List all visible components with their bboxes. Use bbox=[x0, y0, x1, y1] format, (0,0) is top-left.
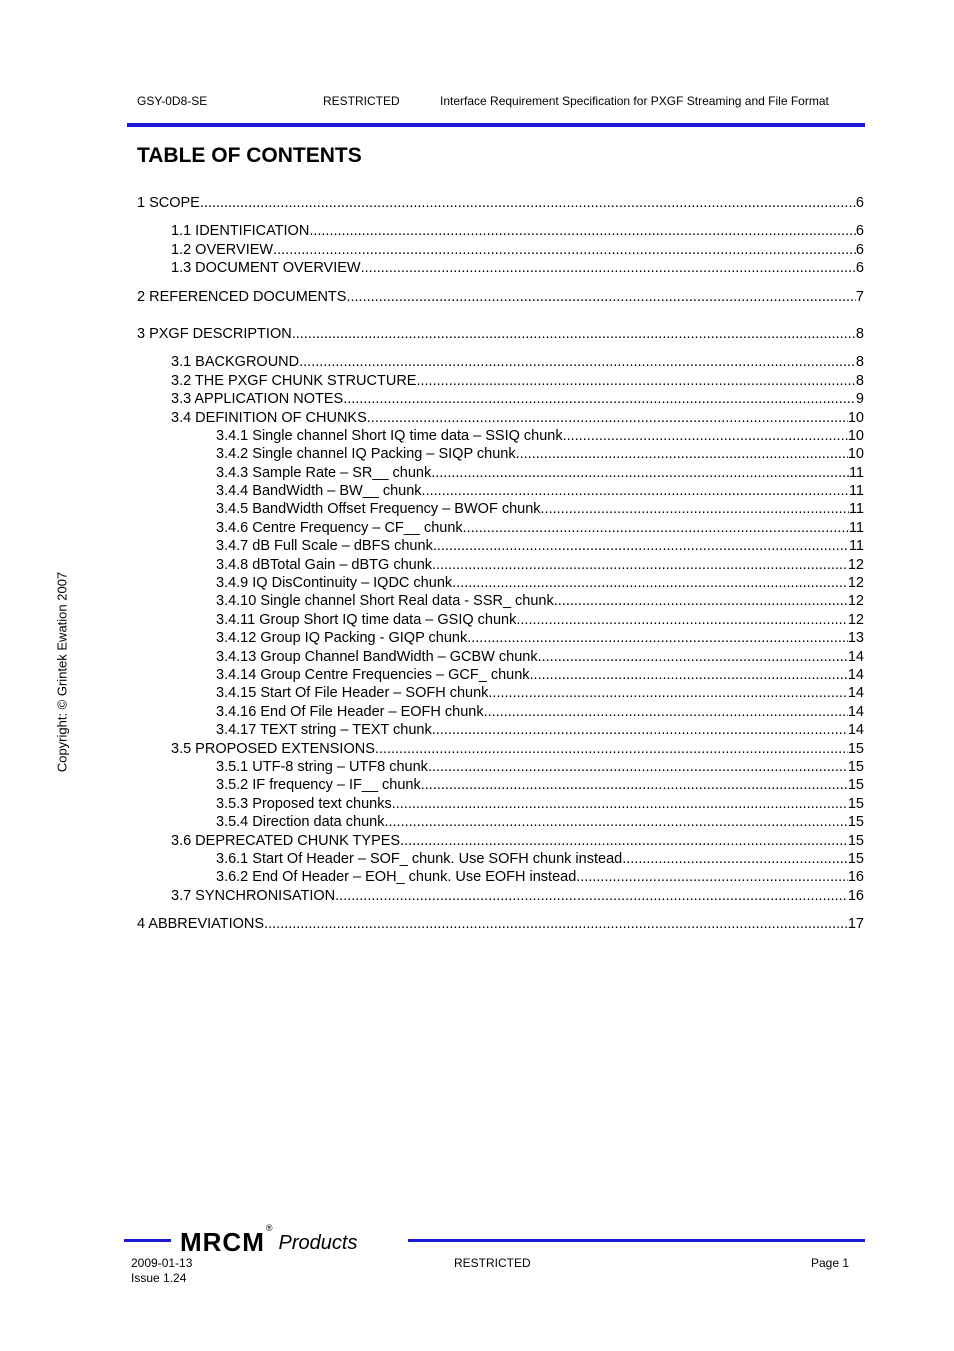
toc-entry[interactable] bbox=[137, 776, 864, 794]
toc-entry-title: 3.4.11 Group Short IQ time data – GSIQ chunk bbox=[216, 611, 517, 628]
toc-entry-title: 3.4.5 BandWidth Offset Frequency – BWOF chunk bbox=[216, 501, 541, 518]
toc-entry-title: 1.3 DOCUMENT OVERVIEW bbox=[171, 260, 361, 277]
toc-entry-page: 11 bbox=[848, 538, 864, 555]
toc-entry-title: 3.1 BACKGROUND bbox=[171, 354, 300, 371]
toc-entry[interactable] bbox=[137, 574, 864, 592]
toc-entry-page: 16 bbox=[847, 869, 864, 886]
toc-entry[interactable] bbox=[137, 464, 864, 482]
toc-entry-page: 15 bbox=[847, 814, 864, 831]
toc-entry-page: 15 bbox=[847, 850, 864, 867]
toc-entry-page: 15 bbox=[847, 795, 864, 812]
toc-entry-title: 1.2 OVERVIEW bbox=[171, 241, 274, 258]
toc-entry-title: 3.4.4 BandWidth – BW__ chunk bbox=[216, 483, 422, 500]
toc-entry-title: 3.4.9 IQ DisContinuity – IQDC chunk bbox=[216, 575, 453, 592]
toc-leader bbox=[463, 519, 849, 537]
toc-entry-page: 15 bbox=[847, 758, 864, 775]
toc-entry-title: 3.2 THE PXGF CHUNK STRUCTURE bbox=[171, 372, 417, 389]
footer-issue: Issue 1.24 bbox=[131, 1271, 187, 1285]
toc-leader bbox=[400, 832, 848, 850]
mrcm-logo bbox=[180, 1225, 357, 1255]
toc-leader bbox=[361, 259, 856, 277]
toc-leader bbox=[622, 850, 848, 868]
toc-leader bbox=[346, 288, 855, 306]
toc-entry-page: 10 bbox=[847, 446, 864, 463]
toc-entry-title: 3.3 APPLICATION NOTES bbox=[171, 391, 344, 408]
toc-entry-title: 3.4.16 End Of File Header – EOFH chunk bbox=[216, 703, 484, 720]
toc-entry[interactable] bbox=[137, 390, 864, 408]
toc-entry-title: 3.4.1 Single channel Short IQ time data – SSIQ chunk bbox=[216, 427, 563, 444]
toc-entry-page: 9 bbox=[855, 391, 864, 408]
toc-leader bbox=[538, 648, 848, 666]
toc-leader bbox=[422, 482, 849, 500]
toc-entry-title: 3.4.14 Group Centre Frequencies – GCF_ chunk bbox=[216, 666, 530, 683]
toc-entry[interactable] bbox=[137, 409, 864, 427]
header-doc-id: GSY-0D8-SE bbox=[137, 94, 208, 108]
toc-leader bbox=[309, 222, 856, 240]
toc-leader bbox=[433, 537, 849, 555]
toc-entry-page: 11 bbox=[848, 501, 864, 518]
toc-entry-page: 15 bbox=[847, 832, 864, 849]
toc-leader bbox=[421, 776, 848, 794]
toc-entry[interactable] bbox=[137, 427, 864, 445]
toc-entry[interactable] bbox=[137, 241, 864, 259]
toc-entry-title: 3.5.1 UTF-8 string – UTF8 chunk bbox=[216, 758, 428, 775]
toc-entry-page: 6 bbox=[855, 223, 864, 240]
toc-entry[interactable] bbox=[137, 721, 864, 739]
toc-entry-title: 3.5.4 Direction data chunk bbox=[216, 814, 385, 831]
toc-entry[interactable] bbox=[137, 445, 864, 463]
toc-entry-page: 8 bbox=[855, 354, 864, 371]
toc-entry-title: 3.4.13 Group Channel BandWidth – GCBW chunk bbox=[216, 648, 538, 665]
toc-entry[interactable] bbox=[137, 740, 864, 758]
toc-leader bbox=[431, 464, 849, 482]
toc-entry-title: 1.1 IDENTIFICATION bbox=[171, 223, 310, 240]
toc-entry-page: 12 bbox=[847, 611, 864, 628]
toc-entry-page: 8 bbox=[855, 372, 864, 389]
toc-leader bbox=[367, 409, 848, 427]
toc-leader bbox=[200, 194, 856, 212]
toc-entry-title: 3.6 DEPRECATED CHUNK TYPES bbox=[171, 832, 401, 849]
toc-entry[interactable] bbox=[137, 194, 864, 212]
toc-entry-title: 3.4.8 dBTotal Gain – dBTG chunk bbox=[216, 556, 433, 573]
toc-leader bbox=[541, 500, 849, 518]
toc-entry-title: 3.4.6 Centre Frequency – CF__ chunk bbox=[216, 519, 463, 536]
toc-entry[interactable] bbox=[137, 832, 864, 850]
toc-entry[interactable] bbox=[137, 259, 864, 277]
toc-entry[interactable] bbox=[137, 813, 864, 831]
toc-entry[interactable] bbox=[137, 288, 864, 306]
toc-entry[interactable] bbox=[137, 850, 864, 868]
toc-entry[interactable] bbox=[137, 758, 864, 776]
toc-entry[interactable] bbox=[137, 482, 864, 500]
footer-rule-right bbox=[408, 1239, 865, 1242]
toc-entry[interactable] bbox=[137, 353, 864, 371]
toc-entry-page: 8 bbox=[855, 325, 864, 342]
toc-leader bbox=[576, 868, 848, 886]
toc-leader bbox=[530, 666, 848, 684]
toc-entry[interactable] bbox=[137, 325, 864, 343]
toc-entry-title: 3.6.1 Start Of Header – SOF_ chunk. Use SOFH chunk instead bbox=[216, 850, 623, 867]
toc-entry-page: 11 bbox=[848, 464, 864, 481]
toc-entry[interactable] bbox=[137, 519, 864, 537]
toc-entry-page: 15 bbox=[847, 740, 864, 757]
toc-entry[interactable] bbox=[137, 666, 864, 684]
toc-entry[interactable] bbox=[137, 868, 864, 886]
toc-entry-page: 14 bbox=[847, 703, 864, 720]
toc-entry[interactable] bbox=[137, 629, 864, 647]
toc-entry-title: 3.4.10 Single channel Short Real data - SSR_ chunk bbox=[216, 593, 554, 610]
toc-entry-title: 3.4.3 Sample Rate – SR__ chunk bbox=[216, 464, 432, 481]
toc-leader bbox=[452, 574, 848, 592]
toc-entry[interactable] bbox=[137, 795, 864, 813]
toc-entry-title: 3.6.2 End Of Header – EOH_ chunk. Use EOFH instead bbox=[216, 869, 577, 886]
toc-leader bbox=[428, 758, 848, 776]
toc-leader bbox=[432, 556, 848, 574]
toc-entry-title: 3 PXGF DESCRIPTION bbox=[137, 325, 292, 342]
toc-entry[interactable] bbox=[137, 222, 864, 240]
toc-entry-title: 3.5 PROPOSED EXTENSIONS bbox=[171, 740, 375, 757]
toc-entry-page: 7 bbox=[855, 288, 864, 305]
toc-leader bbox=[264, 915, 848, 933]
toc-entry-title: 3.4.17 TEXT string – TEXT chunk bbox=[216, 722, 432, 739]
toc-entry-page: 10 bbox=[847, 409, 864, 426]
toc-entry-page: 12 bbox=[847, 556, 864, 573]
toc-entry-page: 13 bbox=[847, 630, 864, 647]
toc-leader bbox=[299, 353, 856, 371]
toc-entry-title: 3.4.12 Group IQ Packing - GIQP chunk bbox=[216, 630, 468, 647]
logo-products: Products bbox=[278, 1232, 358, 1254]
toc-entry[interactable] bbox=[137, 556, 864, 574]
toc-entry-title: 3.5.2 IF frequency – IF__ chunk bbox=[216, 777, 421, 794]
toc-title: TABLE OF CONTENTS bbox=[137, 144, 362, 167]
toc-entry[interactable] bbox=[137, 887, 864, 905]
toc-leader bbox=[273, 241, 856, 259]
toc-entry-title: 3.4.7 dB Full Scale – dBFS chunk bbox=[216, 538, 433, 555]
toc-entry-title: 4 ABBREVIATIONS bbox=[137, 916, 265, 933]
toc-entry-page: 14 bbox=[847, 722, 864, 739]
toc-entry[interactable] bbox=[137, 372, 864, 390]
toc-leader bbox=[392, 795, 848, 813]
toc-entry[interactable] bbox=[137, 611, 864, 629]
logo-wordmark: MRCM bbox=[180, 1227, 265, 1257]
toc-entry[interactable] bbox=[137, 592, 864, 610]
toc-entry[interactable] bbox=[137, 500, 864, 518]
toc-leader bbox=[416, 372, 855, 390]
table-of-contents bbox=[137, 194, 864, 933]
footer-rule-left bbox=[124, 1239, 171, 1242]
toc-leader bbox=[488, 684, 847, 702]
toc-entry-page: 6 bbox=[855, 195, 864, 211]
toc-leader bbox=[516, 445, 848, 463]
toc-entry-page: 12 bbox=[847, 575, 864, 592]
footer-classification: RESTRICTED bbox=[454, 1256, 531, 1270]
toc-leader bbox=[467, 629, 848, 647]
header-classification: RESTRICTED bbox=[323, 94, 400, 108]
header-doc-title: Interface Requirement Specification for PXGF Streaming and File Format bbox=[440, 94, 829, 108]
toc-entry[interactable] bbox=[137, 684, 864, 702]
toc-entry-title: 3.5.3 Proposed text chunks bbox=[216, 795, 392, 812]
toc-entry-page: 12 bbox=[847, 593, 864, 610]
toc-entry-page: 6 bbox=[855, 260, 864, 277]
toc-leader bbox=[516, 611, 848, 629]
toc-leader bbox=[384, 813, 847, 831]
toc-entry-page: 11 bbox=[848, 519, 864, 536]
toc-entry-page: 15 bbox=[847, 777, 864, 794]
toc-entry-title: 1 SCOPE bbox=[137, 195, 200, 211]
toc-leader bbox=[432, 721, 848, 739]
toc-entry[interactable] bbox=[137, 915, 864, 933]
toc-entry-title: 3.4 DEFINITION OF CHUNKS bbox=[171, 409, 367, 426]
copyright-notice: Copyright: © Grintek Ewation 2007 bbox=[54, 571, 70, 773]
toc-leader bbox=[375, 740, 848, 758]
toc-entry-title: 3.7 SYNCHRONISATION bbox=[171, 887, 336, 904]
toc-leader bbox=[335, 887, 848, 905]
registered-mark: ® bbox=[265, 1223, 273, 1233]
toc-entry[interactable] bbox=[137, 703, 864, 721]
toc-leader bbox=[292, 325, 856, 343]
footer-page-number: Page 1 bbox=[811, 1256, 850, 1270]
toc-entry-page: 17 bbox=[847, 916, 864, 933]
toc-entry-page: 14 bbox=[847, 648, 864, 665]
toc-leader bbox=[563, 427, 848, 445]
toc-entry[interactable] bbox=[137, 537, 864, 555]
header-rule bbox=[127, 123, 865, 127]
toc-entry[interactable] bbox=[137, 648, 864, 666]
toc-entry-page: 11 bbox=[848, 483, 864, 500]
toc-leader bbox=[554, 592, 848, 610]
toc-leader bbox=[484, 703, 848, 721]
toc-entry-page: 6 bbox=[855, 241, 864, 258]
toc-entry-title: 2 REFERENCED DOCUMENTS bbox=[137, 288, 347, 305]
toc-entry-title: 3.4.15 Start Of File Header – SOFH chunk bbox=[216, 685, 489, 702]
toc-entry-page: 10 bbox=[847, 427, 864, 444]
toc-leader bbox=[343, 390, 856, 408]
footer-date: 2009-01-13 bbox=[131, 1256, 193, 1270]
toc-entry-page: 14 bbox=[847, 685, 864, 702]
toc-entry-title: 3.4.2 Single channel IQ Packing – SIQP chunk bbox=[216, 446, 516, 463]
toc-entry-page: 14 bbox=[847, 666, 864, 683]
toc-entry-page: 16 bbox=[847, 887, 864, 904]
